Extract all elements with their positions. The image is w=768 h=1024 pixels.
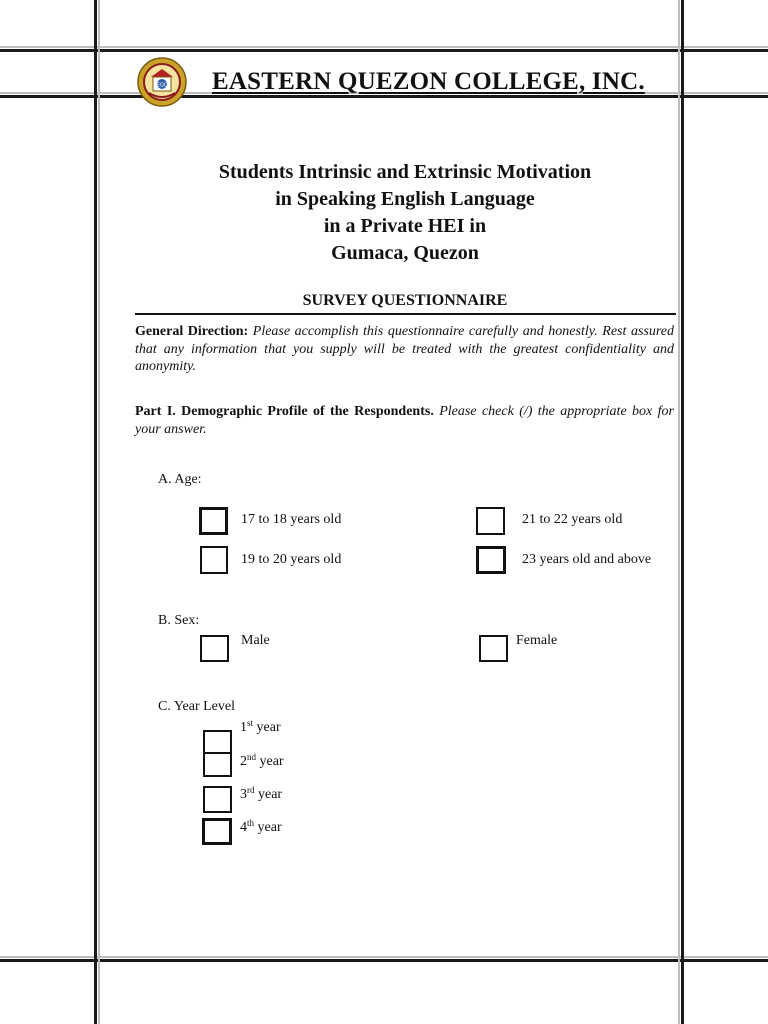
- sex-heading: B. Sex:: [158, 613, 200, 628]
- general-direction-label: General Direction:: [135, 324, 249, 339]
- year-1-word: year: [256, 720, 281, 735]
- year-1-checkbox[interactable]: [203, 730, 232, 754]
- survey-heading: SURVEY QUESTIONNAIRE: [302, 292, 508, 309]
- year-2-word: year: [259, 754, 284, 769]
- college-seal-logo: [137, 57, 187, 107]
- frame-top-line: [0, 49, 768, 52]
- frame-right-line: [681, 0, 684, 1024]
- frame-bottom-line-grey: [0, 956, 768, 958]
- year-3-number: 3: [240, 787, 247, 802]
- year-4-label: [240, 820, 282, 836]
- year-4-word: year: [257, 820, 282, 835]
- year-2-checkbox[interactable]: [203, 752, 232, 777]
- college-name: EASTERN QUEZON COLLEGE, INC.: [212, 68, 645, 95]
- year-4-number: 4: [240, 820, 247, 835]
- survey-title-line-1: Students Intrinsic and Extrinsic Motivation: [218, 161, 592, 183]
- sex-male-label: Male: [241, 633, 270, 648]
- year-2-label: [240, 754, 284, 770]
- frame-left-line-grey: [98, 0, 100, 1024]
- heading-rule: [135, 313, 676, 315]
- frame-top-line-grey: [0, 46, 768, 48]
- age-19-20-checkbox[interactable]: [200, 546, 228, 574]
- sex-male-checkbox[interactable]: [200, 635, 229, 662]
- age-17-18-label: 17 to 18 years old: [241, 512, 342, 527]
- part1-instruction: [135, 403, 674, 438]
- year-4-suffix: th: [247, 818, 255, 828]
- part1-text: Please check (/) the appropriate box for your answer.: [135, 404, 674, 437]
- survey-title-line-3: in a Private HEI in: [323, 215, 487, 237]
- age-23-above-checkbox[interactable]: [476, 546, 506, 574]
- frame-right-line-grey: [678, 0, 680, 1024]
- year-level-heading: C. Year Level: [158, 699, 235, 714]
- year-3-suffix: rd: [247, 785, 255, 795]
- general-direction-text: Please accomplish this questionnaire carefully and honestly. Rest assured that any information that you supply will be treated with the greatest confidentiality and anonymity.: [135, 324, 674, 374]
- year-3-word: year: [258, 787, 283, 802]
- age-19-20-label: 19 to 20 years old: [241, 552, 342, 567]
- survey-title-line-4: Gumaca, Quezon: [331, 242, 479, 264]
- year-1-suffix: st: [247, 718, 254, 728]
- general-direction: [135, 323, 674, 376]
- year-3-checkbox[interactable]: [203, 786, 232, 813]
- frame-bottom-line: [0, 959, 768, 962]
- year-1-label: [240, 720, 281, 736]
- year-4-checkbox[interactable]: [202, 818, 232, 845]
- year-3-label: [240, 787, 282, 803]
- sex-female-checkbox[interactable]: [479, 635, 508, 662]
- age-heading: A. Age:: [158, 472, 202, 487]
- age-23-above-label: 23 years old and above: [522, 552, 652, 567]
- age-17-18-checkbox[interactable]: [199, 507, 228, 535]
- frame-left-line: [94, 0, 97, 1024]
- sex-female-label: Female: [516, 633, 558, 648]
- year-2-suffix: nd: [247, 752, 256, 762]
- svg-text:EQC: EQC: [156, 82, 168, 89]
- age-21-22-label: 21 to 22 years old: [522, 512, 623, 527]
- year-2-number: 2: [240, 754, 247, 769]
- year-1-number: 1: [240, 720, 247, 735]
- age-21-22-checkbox[interactable]: [476, 507, 505, 535]
- survey-title-line-2: in Speaking English Language: [275, 188, 535, 210]
- part1-label: Part I. Demographic Profile of the Respondents.: [135, 404, 434, 419]
